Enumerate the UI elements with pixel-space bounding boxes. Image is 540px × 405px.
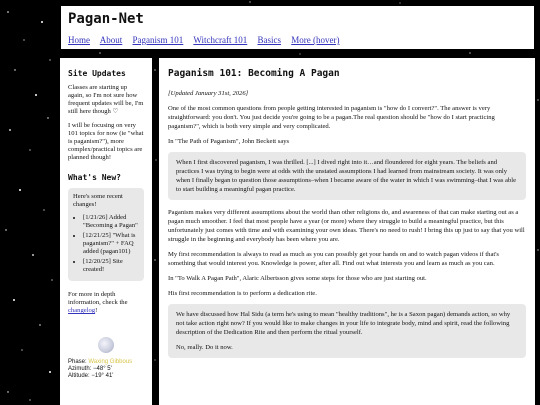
phase-label: Phase:: [68, 359, 87, 365]
updates-intro-text: Classes are starting up again, so I'm not sure how frequent updates will be, I'm still here though ♡: [68, 84, 144, 115]
quote-text: No, really. Do it now.: [176, 344, 233, 351]
changelog-link[interactable]: changelog: [68, 307, 96, 314]
altitude-label: Altitude:: [68, 373, 90, 379]
phase-value: Waxing Gibbous: [88, 359, 133, 365]
recent-changes-intro: Here's some recent changes!: [73, 193, 123, 208]
list-item: • [1/21/26] Added "Becoming a Pagan": [83, 214, 139, 230]
site-header: [60, 5, 535, 50]
quote-text: When I first discovered paganism, I was thrilled. [...] I dived right into it…and floundered for eight years. The beliefs and practices I was trying to begin were at odds with the unstated assumptions I had learned from mainstream society. It was only when I finally began to question those assumptions–when I became aware of the water in which I was swimming–that I was able to start building a meaningful pagan practice.: [176, 159, 517, 193]
moon-azimuth-row: [68, 366, 144, 373]
site-title: Pagan-Net: [68, 11, 144, 27]
azimuth-label: Azimuth:: [68, 366, 92, 372]
nav-basics-link[interactable]: Basics: [257, 35, 281, 45]
nav-about-link[interactable]: About: [99, 35, 123, 45]
nav-witchcraft-101-link[interactable]: Witchcraft 101: [193, 35, 248, 45]
article-paragraph: Paganism makes very different assumptions about the world than other religions do, and awareness of that can make starting out as a pagan much smoother. I feel that most people have a year (or more) where they struggle to build a meaningful practice, but this unfortunately just comes with time and with examining your own ideas. There's no need to rush! I bring this up just to say that you will struggle in the beginning and everybody has been where you are.: [168, 209, 525, 243]
article-paragraph: In "To Walk A Pagan Path", Alaric Albertsson gives some steps for those who are just starting out.: [168, 275, 427, 282]
changelog-text: [68, 291, 144, 315]
sidebar: [60, 58, 152, 405]
updated-date: [Updated January 31st, 2026]: [168, 90, 249, 97]
article-title: Paganism 101: Becoming A Pagan: [168, 68, 340, 79]
list-item: • [12/20/25] Site created!: [83, 258, 139, 274]
nav-home-link[interactable]: Home: [68, 35, 90, 45]
site-updates-heading: Site Updates: [68, 69, 126, 78]
blockquote-beckett: [168, 152, 526, 200]
azimuth-value: −48° 5': [93, 366, 112, 372]
changelog-prefix: For more in depth information, check the: [68, 291, 128, 306]
main-nav: [68, 35, 347, 45]
recent-changes-box: [68, 188, 144, 281]
article-panel: [159, 58, 535, 405]
recent-changes-list: [73, 214, 139, 274]
moon-phase-row: [68, 359, 144, 366]
changelog-suffix: !: [95, 307, 98, 314]
nav-paganism-101-link[interactable]: Paganism 101: [132, 35, 184, 45]
moon-phase-icon: [98, 337, 114, 353]
whats-new-heading: What's New?: [68, 173, 121, 182]
article-paragraph: One of the most common questions from people getting interested in paganism is "how do I convert?". The answer is very straightforward: you don't. You just decide you're going to be a pagan.The real question should be "how do I start practicing paganism?", which is both very simple and very complicated.: [168, 105, 495, 130]
blockquote-albertsson: [168, 304, 526, 358]
article-paragraph: My first recommendation is always to read as much as you can possibly get your hands on and to watch pagan videos if that's something that would interest you. Knowledge is power, after all. Find out what interests you and learn as much as you can.: [168, 251, 499, 267]
quote-text: We have discussed how Hal Sidu (a term he's using to mean "healthy traditions", he is a Saxon pagan) demands action, so why not take action right now? If you would like to make changes in your life to integrate body, mind and spirit, read the following description of the Dedication Rite and then perform the ritual yourself.: [176, 311, 511, 336]
altitude-value: −19° 41': [91, 373, 114, 379]
article-paragraph: In "The Path of Paganism", John Beckett says: [168, 138, 290, 145]
article-paragraph: His first recommendation is to perform a dedication rite.: [168, 290, 317, 297]
moon-altitude-row: [68, 373, 144, 380]
nav-more-link[interactable]: More (hover): [291, 35, 340, 45]
updates-focus-text: I will be focusing on very 101 topics for now (ie "what is paganism?"), more complex/practical topics are planned though!: [68, 122, 144, 161]
list-item: • [12/21/25] "What is paganism?" + FAQ added (pagan101): [83, 232, 139, 256]
moon-info: [68, 359, 144, 380]
